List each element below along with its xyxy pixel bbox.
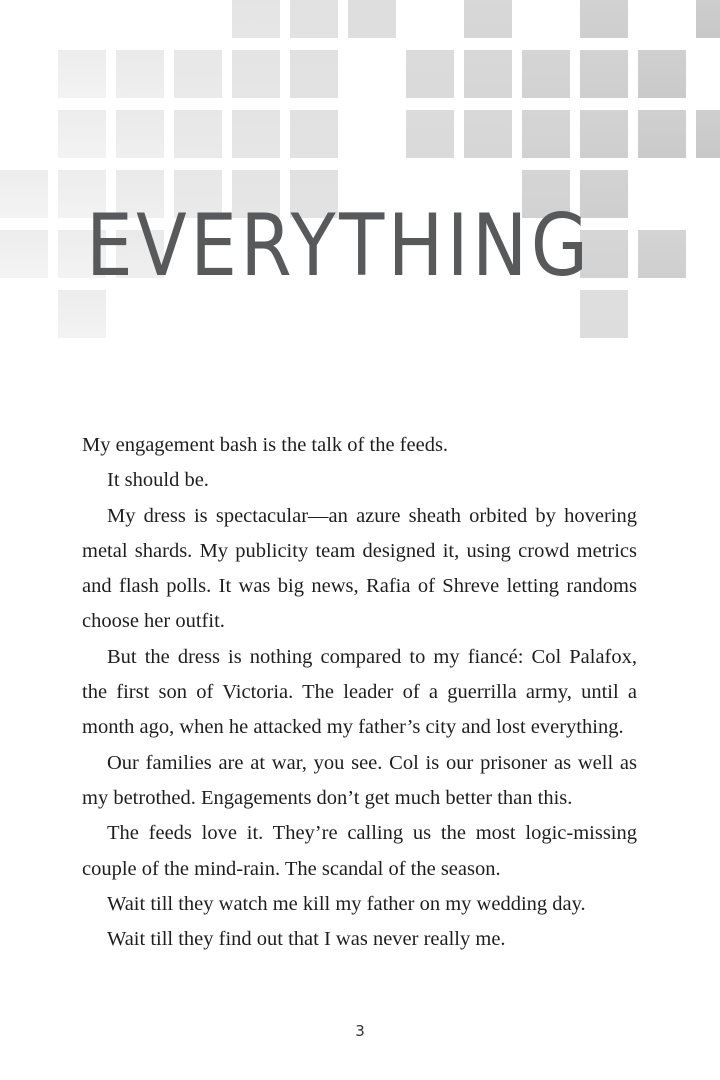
page-number: 3: [355, 1022, 365, 1040]
paragraph: My dress is spectacular—an azure sheath orbited by hovering metal shards. My publicity team designed it, using crowd metrics and flash polls. It was big news, Rafia of Shreve letting randoms choose her outfit.: [82, 504, 637, 633]
decorative-tile: [696, 0, 720, 38]
decorative-tile: [0, 230, 48, 278]
decorative-tile: [638, 50, 686, 98]
decorative-tile: [58, 290, 106, 338]
decorative-tile: [232, 110, 280, 158]
decorative-tile: [290, 0, 338, 38]
chapter-body: [82, 428, 637, 957]
decorative-tile: [580, 0, 628, 38]
decorative-tile: [232, 0, 280, 38]
paragraph: But the dress is nothing compared to my fiancé: Col Palafox, the first son of Victoria. The leader of a guerrilla army, until a month ago, when he attacked my father’s city and lost everything.: [82, 645, 637, 739]
decorative-tile: [638, 230, 686, 278]
decorative-tile: [464, 110, 512, 158]
decorative-tile-pattern: [0, 0, 720, 360]
decorative-tile: [406, 110, 454, 158]
decorative-tile: [290, 50, 338, 98]
paragraph: The feeds love it. They’re calling us the most logic-missing couple of the mind-rain. The scandal of the season.: [82, 822, 637, 880]
paragraph: Our families are at war, you see. Col is our prisoner as well as my betrothed. Engagements don’t get much better than this.: [82, 751, 637, 809]
decorative-tile: [464, 0, 512, 38]
decorative-tile: [406, 50, 454, 98]
paragraph: Wait till they watch me kill my father on my wedding day.: [107, 892, 586, 915]
paragraph: It should be.: [107, 469, 209, 492]
decorative-tile: [174, 110, 222, 158]
decorative-tile: [522, 110, 570, 158]
decorative-tile: [116, 110, 164, 158]
decorative-tile: [58, 110, 106, 158]
decorative-tile: [58, 50, 106, 98]
decorative-tile: [290, 110, 338, 158]
decorative-tile: [116, 50, 164, 98]
decorative-tile: [348, 0, 396, 38]
decorative-tile: [174, 50, 222, 98]
decorative-tile: [580, 110, 628, 158]
chapter-title: EVERYTHING: [86, 196, 592, 296]
decorative-tile: [464, 50, 512, 98]
paragraph: My engagement bash is the talk of the feeds.: [82, 434, 449, 456]
decorative-tile: [696, 110, 720, 158]
paragraph: Wait till they find out that I was never really me.: [107, 928, 506, 951]
decorative-tile: [522, 50, 570, 98]
decorative-tile: [638, 110, 686, 158]
decorative-tile: [232, 50, 280, 98]
decorative-tile: [0, 170, 48, 218]
decorative-tile: [580, 290, 628, 338]
decorative-tile: [580, 50, 628, 98]
